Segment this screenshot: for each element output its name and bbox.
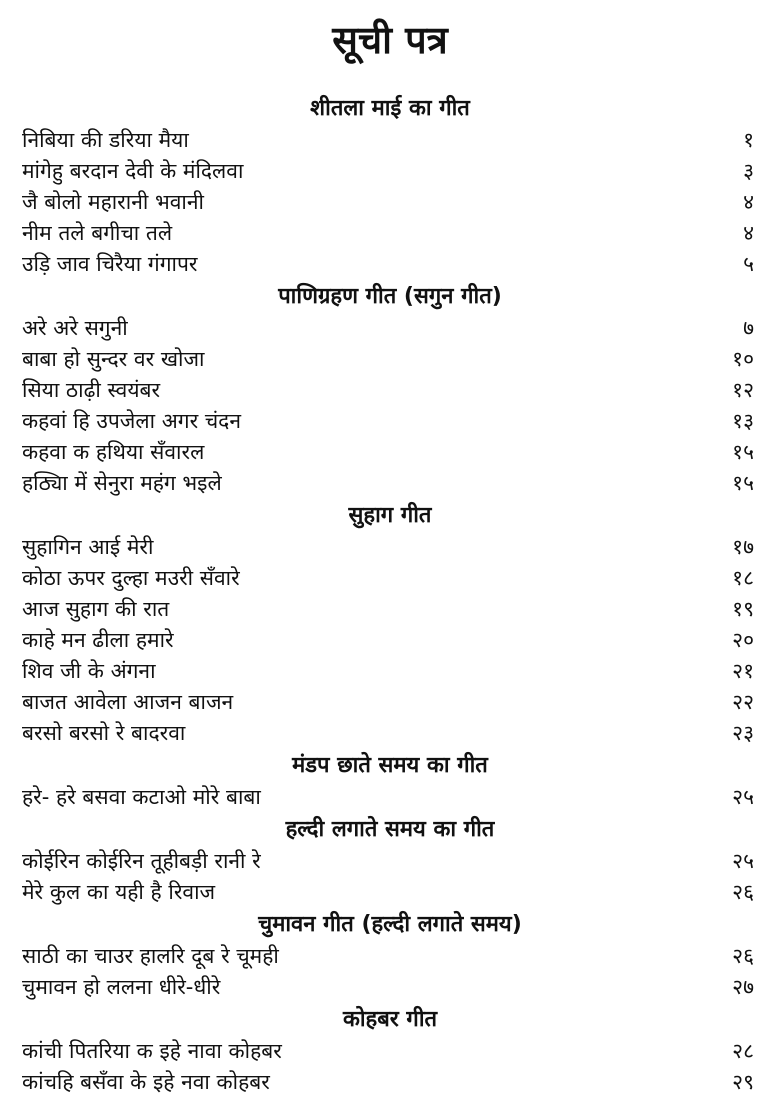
entry-page-number: १० bbox=[732, 347, 754, 371]
toc-entry bbox=[22, 249, 758, 280]
section-heading: हल्दी लगाते समय का गीत bbox=[285, 817, 495, 842]
entry-page-number: १२ bbox=[732, 378, 754, 402]
toc-entry bbox=[22, 156, 758, 187]
entry-page-number: २८ bbox=[732, 1039, 754, 1063]
toc-entry bbox=[22, 1067, 758, 1098]
entry-title: सिया ठाढ़ी स्वयंबर bbox=[22, 378, 161, 402]
entry-title: मेरे कुल का यही है रिवाज bbox=[22, 880, 216, 904]
entry-title: हरे- हरे बसवा कटाओ मोरे बाबा bbox=[22, 785, 261, 809]
toc-entry bbox=[22, 782, 758, 813]
entry-page-number: २९ bbox=[732, 1070, 754, 1094]
entry-page-number: ४ bbox=[743, 190, 754, 214]
entry-page-number: २६ bbox=[732, 944, 754, 968]
entry-page-number: ५ bbox=[743, 252, 754, 276]
entry-title: कांची पितरिया क इहे नावा कोहबर bbox=[22, 1039, 282, 1063]
entry-title: कांचहि बसँवा के इहे नवा कोहबर bbox=[22, 1070, 270, 1094]
toc-entry bbox=[22, 846, 758, 877]
entry-title: सुहागिन आई मेरी bbox=[22, 535, 154, 559]
entry-title: कहवां हि उपजेला अगर चंदन bbox=[22, 409, 241, 433]
toc-entry bbox=[22, 656, 758, 687]
page-title: सूची पत्र bbox=[332, 18, 448, 62]
toc-entry bbox=[22, 563, 758, 594]
entry-title: मांगेहु बरदान देवी के मंदिलवा bbox=[22, 159, 244, 183]
toc-entry bbox=[22, 1036, 758, 1067]
toc-entry bbox=[22, 718, 758, 749]
toc-entry bbox=[22, 437, 758, 468]
entry-page-number: २५ bbox=[732, 849, 754, 873]
toc-list bbox=[22, 92, 758, 1098]
entry-page-number: ७ bbox=[743, 316, 754, 340]
entry-title: कोईरिन कोईरिन तूहीबड़ी रानी रे bbox=[22, 849, 261, 873]
toc-entry bbox=[22, 344, 758, 375]
entry-page-number: १९ bbox=[732, 597, 754, 621]
toc-entry bbox=[22, 468, 758, 499]
entry-page-number: ४ bbox=[743, 221, 754, 245]
section-heading: मंडप छाते समय का गीत bbox=[292, 753, 488, 778]
toc-entry bbox=[22, 218, 758, 249]
toc-entry bbox=[22, 594, 758, 625]
entry-title: बाबा हो सुन्दर वर खोजा bbox=[22, 347, 205, 371]
entry-page-number: १८ bbox=[732, 566, 754, 590]
entry-title: कहवा क हथिया सँवारल bbox=[22, 440, 205, 464]
entry-title: चुमावन हो ललना धीरे-धीरे bbox=[22, 975, 221, 999]
toc-entry bbox=[22, 625, 758, 656]
entry-title: जै बोलो महारानी भवानी bbox=[22, 190, 204, 214]
section-heading: कोहबर गीत bbox=[342, 1007, 438, 1032]
toc-entry bbox=[22, 687, 758, 718]
entry-page-number: २२ bbox=[732, 690, 754, 714]
entry-page-number: १७ bbox=[732, 535, 754, 559]
entry-title: उड़ि जाव चिरैया गंगापर bbox=[22, 252, 198, 276]
toc-entry bbox=[22, 375, 758, 406]
entry-title: साठी का चाउर हालरि दूब रे चूमही bbox=[22, 944, 279, 968]
entry-page-number: १५ bbox=[732, 440, 754, 464]
entry-page-number: १५ bbox=[732, 471, 754, 495]
section-heading: चुमावन गीत (हल्दी लगाते समय) bbox=[258, 912, 522, 937]
toc-entry bbox=[22, 406, 758, 437]
section-heading: शीतला माई का गीत bbox=[310, 96, 470, 121]
entry-title: हठ्यिा में सेनुरा महंग भइले bbox=[22, 471, 222, 495]
toc-entry bbox=[22, 125, 758, 156]
entry-page-number: २१ bbox=[732, 659, 754, 683]
entry-title: नीम तले बगीचा तले bbox=[22, 221, 173, 245]
entry-page-number: २६ bbox=[732, 880, 754, 904]
entry-page-number: १३ bbox=[732, 409, 754, 433]
entry-title: आज सुहाग की रात bbox=[22, 597, 170, 621]
entry-title: बाजत आवेला आजन बाजन bbox=[22, 690, 234, 714]
entry-title: बरसो बरसो रे बादरवा bbox=[22, 721, 186, 745]
section-heading: सुहाग गीत bbox=[348, 503, 432, 528]
toc-entry bbox=[22, 532, 758, 563]
toc-entry bbox=[22, 187, 758, 218]
entry-page-number: २७ bbox=[732, 975, 754, 999]
section-heading: पाणिग्रहण गीत (सगुन गीत) bbox=[278, 284, 502, 309]
entry-page-number: २३ bbox=[732, 721, 754, 745]
entry-title: काहे मन ढीला हमारे bbox=[22, 628, 174, 652]
entry-title: निबिया की डरिया मैया bbox=[22, 128, 189, 152]
entry-page-number: २५ bbox=[732, 785, 754, 809]
toc-entry bbox=[22, 877, 758, 908]
entry-page-number: २० bbox=[732, 628, 754, 652]
entry-page-number: १ bbox=[743, 128, 754, 152]
toc-entry bbox=[22, 972, 758, 1003]
toc-entry bbox=[22, 313, 758, 344]
entry-title: शिव जी के अंगना bbox=[22, 659, 156, 683]
entry-title: अरे अरे सगुनी bbox=[22, 316, 128, 340]
entry-page-number: ३ bbox=[743, 159, 754, 183]
entry-title: कोठा ऊपर दुल्हा मउरी सँवारे bbox=[22, 566, 240, 590]
toc-entry bbox=[22, 941, 758, 972]
